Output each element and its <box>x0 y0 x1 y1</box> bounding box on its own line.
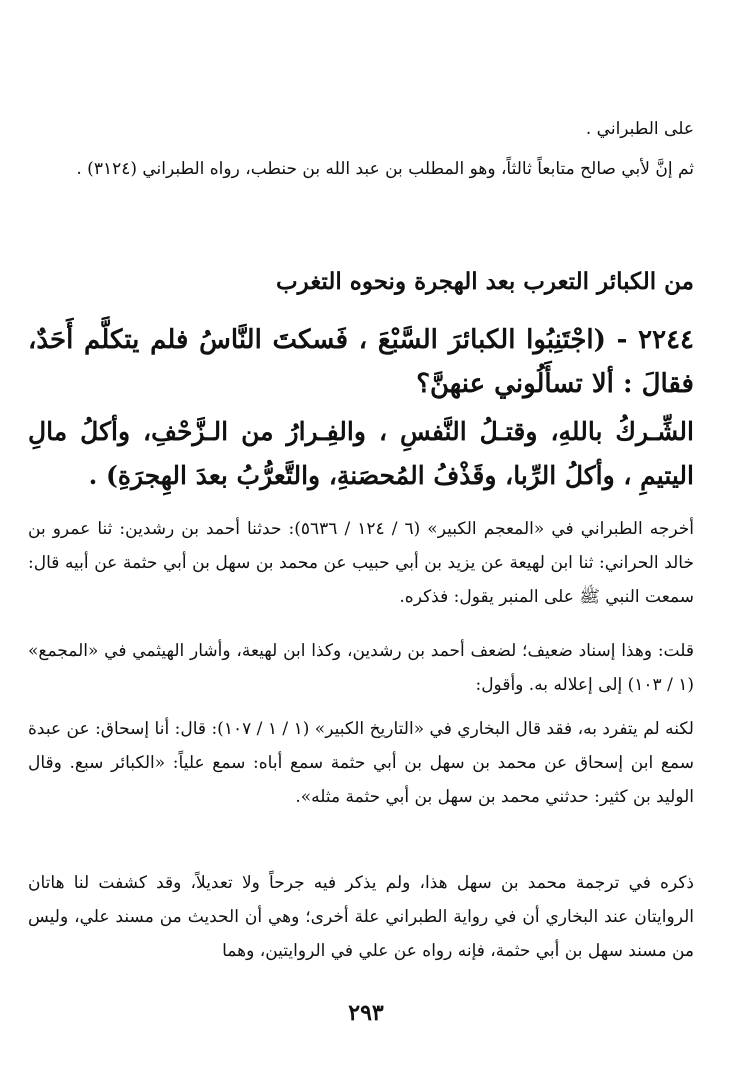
qultu-paragraph: قلت: وهذا إسناد ضعيف؛ لضعف أحمد بن رشدين، وكذا ابن لهيعة، وأشار الهيثمي في «المجمع» (١ / ١٠٣) إلى إعلاله به. وأقول: <box>28 641 694 695</box>
takhrij-paragraph: أخرجه الطبراني في «المعجم الكبير» (٦ / ١٢٤ / ٥٦٣٦): حدثنا أحمد بن رشدين: ثنا عمرو بن خالد الحراني: ثنا ابن لهيعة عن يزيد بن أبي حبيب عن محمد بن سهل بن أبي حثمة عن أبيه قال: سمعت النبي ﷺ على المنبر يقول: فذكره. <box>28 519 694 607</box>
hadith-text: الشِّـركُ باللهِ، وقتـلُ النَّفسِ ، والفِـرارُ من الـزَّحْفِ، وأكلُ مالِ اليتيمِ ، وأكلُ الرِّبا، وقَذْفُ المُحصَنةِ، والتَّعرُّبُ بعدَ الهِجرَةِ) . <box>28 417 694 490</box>
hadith-number-and-title: ٢٢٤٤ - (اجْتَنِبُوا الكبائرَ السَّبْعَ ، فَسكتَ النَّاسُ فلم يتكلَّم أَحَدٌ، فقالَ : ألا تسأَلُوني عنهنَّ؟ <box>28 325 694 399</box>
dhakarahu-paragraph: ذكره في ترجمة محمد بن سهل هذا، ولم يذكر فيه جرحاً ولا تعديلاً، وقد كشفت لنا هاتان الروايتان عند البخاري أن في رواية الطبراني علة أخرى؛ وهي أن الحديث من مسند علي، وليس من مسند سهل بن أبي حثمة، فإنه رواه عن علي في الروايتين، وهما <box>28 873 694 961</box>
bukhari-paragraph: لكنه لم يتفرد به، فقد قال البخاري في «التاريخ الكبير» (١ / ١ / ١٠٧): قال: أنا إسحاق: عن عبدة سمع ابن إسحاق عن محمد بن سهل بن أبي حثمة سمع أباه: سمع علياً: «الكبائر سبع. وقال الوليد بن كثير: حدثني محمد بن سهل بن أبي حثمة مثله». <box>28 719 694 807</box>
intro-line-1: على الطبراني . <box>585 119 694 139</box>
intro-paragraph-mutaba: ثم إنَّ لأبي صالح متابعاً ثالثاً، وهو المطلب بن عبد الله بن حنطب، رواه الطبراني (٣١٢٤) . <box>76 159 694 179</box>
section-heading: من الكبائر التعرب بعد الهجرة ونحوه التغرب <box>275 268 694 295</box>
page-number: ٢٩٣ <box>348 1000 384 1026</box>
